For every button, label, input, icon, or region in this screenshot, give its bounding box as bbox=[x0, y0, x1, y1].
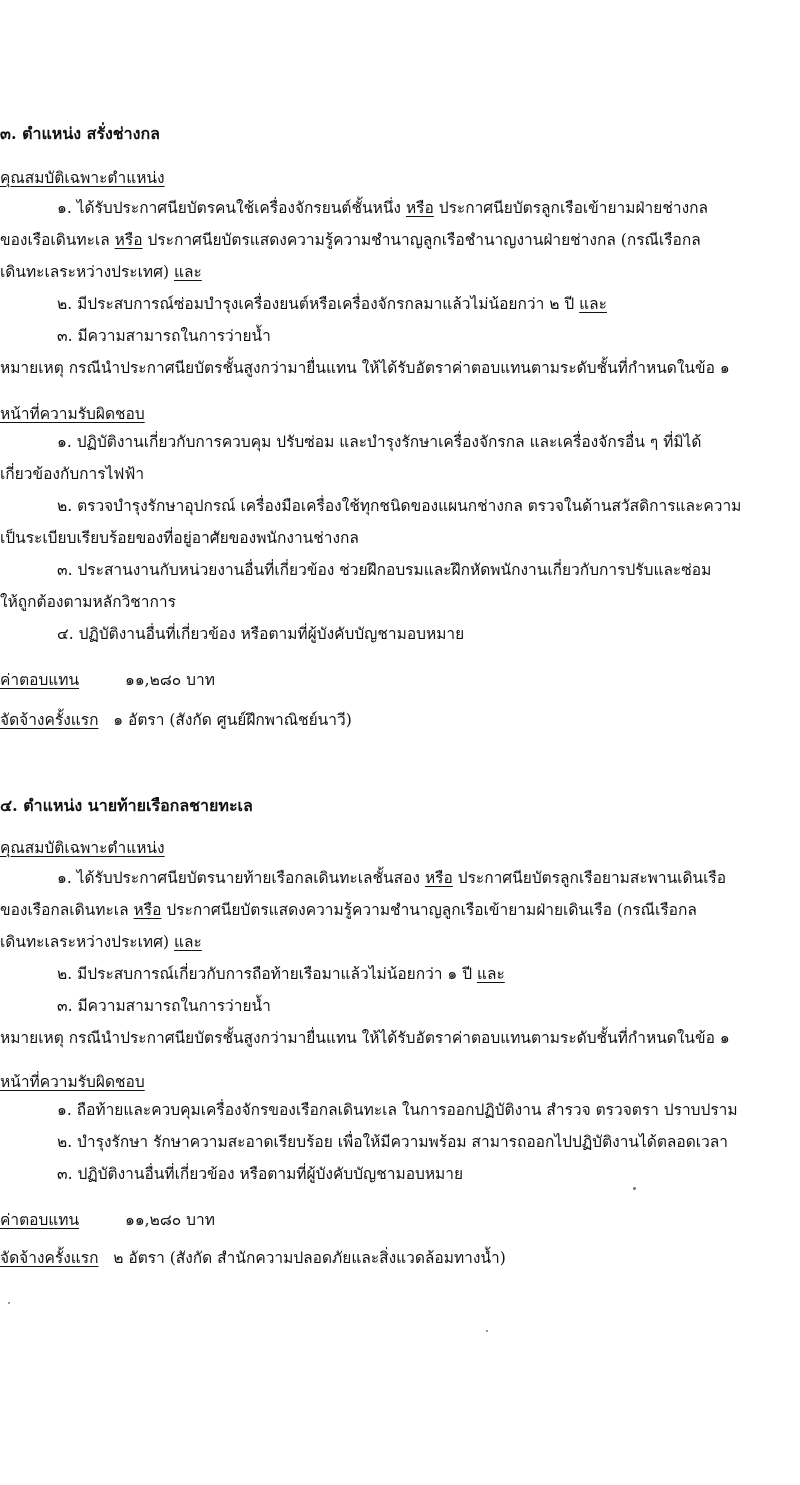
section3-qual2 bbox=[57, 292, 800, 316]
section4-hire-line bbox=[0, 1246, 800, 1270]
section4-qual1-line3 bbox=[0, 930, 800, 954]
section4-qual-heading-line bbox=[0, 836, 800, 860]
scan-speck bbox=[633, 1187, 636, 1190]
section3-qual1-line3 bbox=[0, 260, 800, 284]
section4-qual2-text: ๒. มีประสบการณ์เกี่ยวกับการถือท้ายเรือมาแล้วไม่น้อยกว่า ๑ ปี bbox=[57, 965, 473, 983]
section3-duty-heading: หน้าที่ความรับผิดชอบ bbox=[0, 405, 145, 423]
section3-qual-heading: คุณสมบัติเฉพาะตำแหน่ง bbox=[0, 169, 165, 187]
section4-qual1-l2-or: หรือ bbox=[133, 901, 162, 919]
section3-duty1-line1: ๑. ปฏิบัติงานเกี่ยวกับการควบคุม ปรับซ่อม และบำรุงรักษาเครื่องจักรกล และเครื่องจักรอื่น ๆ ที่มิได้ bbox=[57, 433, 702, 451]
section3-pay-label: ค่าตอบแทน bbox=[0, 671, 80, 689]
section3-hire-line bbox=[0, 708, 800, 732]
section4-title: ๔. ตำแหน่ง นายท้ายเรือกลชายทะเล bbox=[0, 796, 253, 815]
section4-duty-heading-line bbox=[0, 1070, 800, 1094]
section3-qual1-l2-or: หรือ bbox=[114, 231, 143, 249]
section3-qual1-text-a: ๑. ได้รับประกาศนียบัตรคนใช้เครื่องจักรยนต์ชั้นหนึ่ง bbox=[57, 199, 401, 217]
section3-duty2-line2: เป็นระเบียบเรียบร้อยของที่อยู่อาศัยของพนักงานช่างกล bbox=[0, 529, 359, 547]
section3-qual2-text: ๒. มีประสบการณ์ซ่อมบำรุงเครื่องยนต์หรือเครื่องจักรกลมาแล้วไม่น้อยกว่า ๒ ปี bbox=[57, 295, 575, 313]
section4-qual2 bbox=[57, 962, 800, 986]
section3-note: หมายเหตุ กรณีนำประกาศนียบัตรชั้นสูงกว่ามายื่นแทน ให้ได้รับอัตราค่าตอบแทนตามระดับชั้นที่กำหนดในข้อ ๑ bbox=[0, 359, 730, 377]
section3-title: ๓. ตำแหน่ง สรั่งช่างกล bbox=[0, 124, 160, 143]
section3-qual1-line2 bbox=[0, 228, 800, 252]
section3-duty3-line1: ๓. ประสานงานกับหน่วยงานอื่นที่เกี่ยวข้อง ช่วยฝึกอบรมและฝึกหัดพนักงานเกี่ยวกับการปรับและซ่อม bbox=[57, 561, 712, 579]
section4-pay-label: ค่าตอบแทน bbox=[0, 1211, 80, 1229]
section3-qual1-line1 bbox=[57, 196, 800, 220]
section4-duty3: ๓. ปฏิบัติงานอื่นที่เกี่ยวข้อง หรือตามที่ผู้บังคับบัญชามอบหมาย bbox=[57, 1165, 464, 1183]
section3-qual1-l2-b: ประกาศนียบัตรแสดงความรู้ความชำนาญลูกเรือชำนาญงานฝ่ายช่างกล (กรณีเรือกล bbox=[147, 231, 701, 249]
section3-qual-heading-line bbox=[0, 166, 800, 190]
scan-speck bbox=[8, 1302, 10, 1304]
section4-qual-heading: คุณสมบัติเฉพาะตำแหน่ง bbox=[0, 839, 165, 857]
section3-hire-label: จัดจ้างครั้งแรก bbox=[0, 711, 99, 729]
section4-qual1-or: หรือ bbox=[424, 869, 453, 887]
section3-qual2-and: และ bbox=[579, 295, 607, 313]
section3-qual3: ๓. มีความสามารถในการว่ายน้ำ bbox=[57, 327, 271, 345]
section3-qual1-l2-a: ของเรือเดินทะเล bbox=[0, 231, 110, 249]
section4-hire-label: จัดจ้างครั้งแรก bbox=[0, 1249, 99, 1267]
section4-qual3: ๓. มีความสามารถในการว่ายน้ำ bbox=[57, 997, 271, 1015]
section3-qual1-text-b: ประกาศนียบัตรลูกเรือเข้ายามฝ่ายช่างกล bbox=[438, 199, 709, 217]
section3-pay-line bbox=[0, 668, 800, 692]
section3-duty2-line1: ๒. ตรวจบำรุงรักษาอุปกรณ์ เครื่องมือเครื่องใช้ทุกชนิดของแผนกช่างกล ตรวจในด้านสวัสดิการและความ bbox=[57, 497, 742, 515]
section3-duty4: ๔. ปฏิบัติงานอื่นที่เกี่ยวข้อง หรือตามที่ผู้บังคับบัญชามอบหมาย bbox=[57, 625, 465, 643]
section4-qual1-text-b: ประกาศนียบัตรลูกเรือยามสะพานเดินเรือ bbox=[457, 869, 727, 887]
section4-qual1-line1 bbox=[57, 866, 800, 890]
section3-duty-heading-line bbox=[0, 402, 800, 426]
section3-duty1-line2: เกี่ยวข้องกับการไฟฟ้า bbox=[0, 465, 145, 483]
section4-pay-line bbox=[0, 1208, 800, 1232]
section4-qual1-line2 bbox=[0, 898, 800, 922]
section3-hire-value: ๑ อัตรา (สังกัด ศูนย์ฝึกพาณิชย์นาวี) bbox=[113, 711, 352, 729]
section3-duty3-line2: ให้ถูกต้องตามหลักวิชาการ bbox=[0, 593, 176, 611]
section4-qual1-l2-b: ประกาศนียบัตรแสดงความรู้ความชำนาญลูกเรือเข้ายามฝ่ายเดินเรือ (กรณีเรือกล bbox=[166, 901, 697, 919]
section4-hire-value: ๒ อัตรา (สังกัด สำนักความปลอดภัยและสิ่งแวดล้อมทางน้ำ) bbox=[113, 1249, 506, 1267]
section4-duty-heading: หน้าที่ความรับผิดชอบ bbox=[0, 1073, 145, 1091]
scan-speck bbox=[486, 1330, 488, 1332]
section4-qual2-and: และ bbox=[476, 965, 505, 983]
section4-note: หมายเหตุ กรณีนำประกาศนียบัตรชั้นสูงกว่ามายื่นแทน ให้ได้รับอัตราค่าตอบแทนตามระดับชั้นที่กำหนดในข้อ ๑ bbox=[0, 1029, 730, 1047]
section3-qual1-or: หรือ bbox=[405, 199, 434, 217]
section4-qual1-l3-and: และ bbox=[173, 933, 202, 951]
section4-pay-value: ๑๑,๒๘๐ บาท bbox=[125, 1211, 215, 1229]
section4-qual1-l3-a: เดินทะเลระหว่างประเทศ) bbox=[0, 933, 170, 951]
section3-qual1-l3-and: และ bbox=[173, 263, 202, 281]
section3-qual1-l3-a: เดินทะเลระหว่างประเทศ) bbox=[0, 263, 170, 281]
section3-pay-value: ๑๑,๒๘๐ บาท bbox=[125, 671, 215, 689]
section4-duty1: ๑. ถือท้ายและควบคุมเครื่องจักรของเรือกลเดินทะเล ในการออกปฏิบัติงาน สำรวจ ตรวจตรา ปราบปราม bbox=[57, 1101, 738, 1119]
section4-qual1-text-a: ๑. ได้รับประกาศนียบัตรนายท้ายเรือกลเดินทะเลชั้นสอง bbox=[57, 869, 420, 887]
section4-qual1-l2-a: ของเรือกลเดินทะเล bbox=[0, 901, 129, 919]
section4-duty2: ๒. บำรุงรักษา รักษาความสะอาดเรียบร้อย เพื่อให้มีความพร้อม สามารถออกไปปฏิบัติงานได้ตลอดเวลา bbox=[57, 1133, 729, 1151]
